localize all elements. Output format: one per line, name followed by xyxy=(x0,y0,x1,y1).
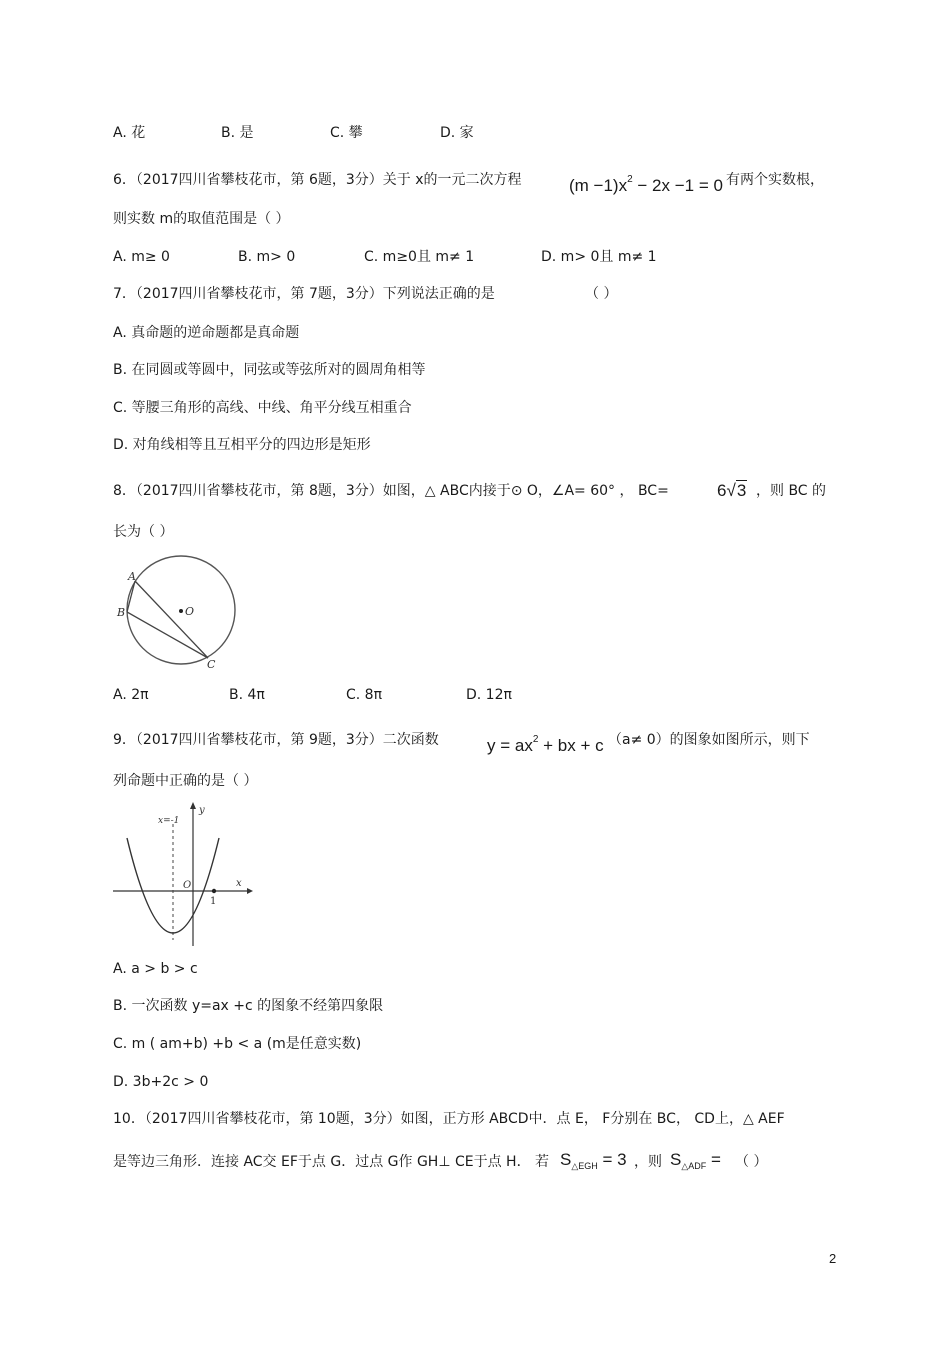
q6-eq-part1: (m −1)x xyxy=(569,176,628,195)
label-a: A xyxy=(128,570,136,583)
segment-bc xyxy=(127,612,208,658)
q8-stem-tail: ，则 BC 的 xyxy=(756,483,827,499)
q10-s2-symbol: S xyxy=(670,1150,682,1169)
q9-eq-part1: y = ax xyxy=(487,736,533,755)
q6-eq-part2: − 2x −1 = 0 xyxy=(632,176,723,195)
q6-eq-exponent: 2 xyxy=(627,174,633,185)
q6-stem-text: 6．（2017四川省攀枝花市，第 6题，3分）关于 x的一元二次方程 xyxy=(113,172,522,188)
q6-equation xyxy=(569,170,723,196)
page-number: 2 xyxy=(829,1251,837,1266)
center-point xyxy=(179,609,183,613)
q5-option-b: B. 是 xyxy=(221,125,254,141)
label-b: B xyxy=(117,606,126,619)
sqrt-sign-icon: √ xyxy=(726,481,736,500)
q9-option-d: D. 3b+2c > 0 xyxy=(113,1074,209,1090)
q6-stem-line1 xyxy=(113,170,522,190)
q6-option-a: A. m≥ 0 xyxy=(113,249,170,265)
q9-option-a: A. a > b > c xyxy=(113,961,198,977)
q9-stem-tail: （a≠ 0）的图象如图所示，则下 xyxy=(608,732,810,748)
q6-option-c: C. m≥0且 m≠ 1 xyxy=(364,249,475,265)
q10-area-egh xyxy=(560,1150,627,1176)
q5-option-a: A. 花 xyxy=(113,125,146,141)
q8-option-a: A. 2π xyxy=(113,687,149,703)
q10-s1-value: = 3 xyxy=(597,1150,627,1169)
q10-answer-paren: （ ） xyxy=(735,1154,768,1170)
x-axis-arrow-icon xyxy=(247,888,253,894)
q8-sqrt-radicand: 3 xyxy=(736,481,747,500)
q9-eq-part2: + bx + c xyxy=(538,736,604,755)
q9-eq-exponent: 2 xyxy=(532,734,539,745)
q7-option-b: B. 在同圆或等圆中，同弦或等弦所对的圆周角相等 xyxy=(113,362,426,378)
q7-answer-paren: （ ） xyxy=(585,286,618,302)
label-one: 1 xyxy=(210,896,217,907)
label-y: y xyxy=(199,805,205,816)
q9-option-b: B. 一次函数 y=ax +c 的图象不经第四象限 xyxy=(113,998,384,1014)
q9-stem-line1: 9．（2017四川省攀枝花市，第 9题，3分）二次函数 xyxy=(113,732,439,748)
q8-bc-value xyxy=(717,481,747,501)
q7-option-c: C. 等腰三角形的高线、中线、角平分线互相重合 xyxy=(113,400,412,416)
q10-s2-equals: = xyxy=(706,1150,721,1169)
label-c: C xyxy=(207,658,216,671)
q10-stem-line2: 是等边三角形．连接 AC交 EF于点 G．过点 G作 GH⊥ CE于点 H． 若 xyxy=(113,1154,550,1170)
q10-area-adf xyxy=(670,1150,721,1176)
q8-stem-line1: 8．（2017四川省攀枝花市，第 8题，3分）如图，△ ABC内接于⊙ O，∠A= 60° ， BC= xyxy=(113,483,669,499)
q7-option-a: A. 真命题的逆命题都是真命题 xyxy=(113,325,300,341)
q6-stem-tail: 有两个实数根， xyxy=(726,172,824,188)
q8-option-b: B. 4π xyxy=(229,687,265,703)
q9-stem-line2: 列命题中正确的是（ ） xyxy=(113,773,258,789)
q10-stem-line1: 10．（2017四川省攀枝花市，第 10题，3分）如图，正方形 ABCD中．点 E， F分别在 BC， CD上，△ AEF xyxy=(113,1111,785,1127)
q8-option-d: D. 12π xyxy=(466,687,512,703)
q8-bc-coef: 6 xyxy=(717,481,727,500)
q10-then: ，则 xyxy=(634,1154,662,1170)
q9-equation xyxy=(487,730,604,756)
label-o: O xyxy=(185,605,195,618)
q5-option-c: C. 攀 xyxy=(330,125,363,141)
q10-s2-subscript: △ADF xyxy=(681,1161,707,1171)
q10-s1-subscript: △EGH xyxy=(571,1161,598,1171)
q6-stem-line2: 则实数 m的取值范围是（ ） xyxy=(113,211,290,227)
q7-option-d: D. 对角线相等且互相平分的四边形是矩形 xyxy=(113,437,371,453)
q7-stem: 7．（2017四川省攀枝花市，第 7题，3分）下列说法正确的是 xyxy=(113,286,495,302)
q8-stem-line2: 长为（ ） xyxy=(113,524,174,540)
point-x-one xyxy=(212,889,216,893)
q8-option-c: C. 8π xyxy=(346,687,383,703)
label-x: x xyxy=(236,878,242,889)
q10-s1-symbol: S xyxy=(560,1150,572,1169)
y-axis-arrow-icon xyxy=(190,802,196,809)
segment-ac xyxy=(135,581,208,658)
label-symmetry: x=-1 xyxy=(158,816,180,826)
q5-option-d: D. 家 xyxy=(440,125,474,141)
label-origin: O xyxy=(183,880,192,891)
q9-parabola-figure xyxy=(113,800,253,948)
q8-circle-figure xyxy=(113,555,243,673)
q6-option-b: B. m> 0 xyxy=(238,249,296,265)
q9-option-c: C. m ( am+b) +b < a (m是任意实数) xyxy=(113,1036,362,1052)
q6-option-d: D. m> 0且 m≠ 1 xyxy=(541,249,657,265)
